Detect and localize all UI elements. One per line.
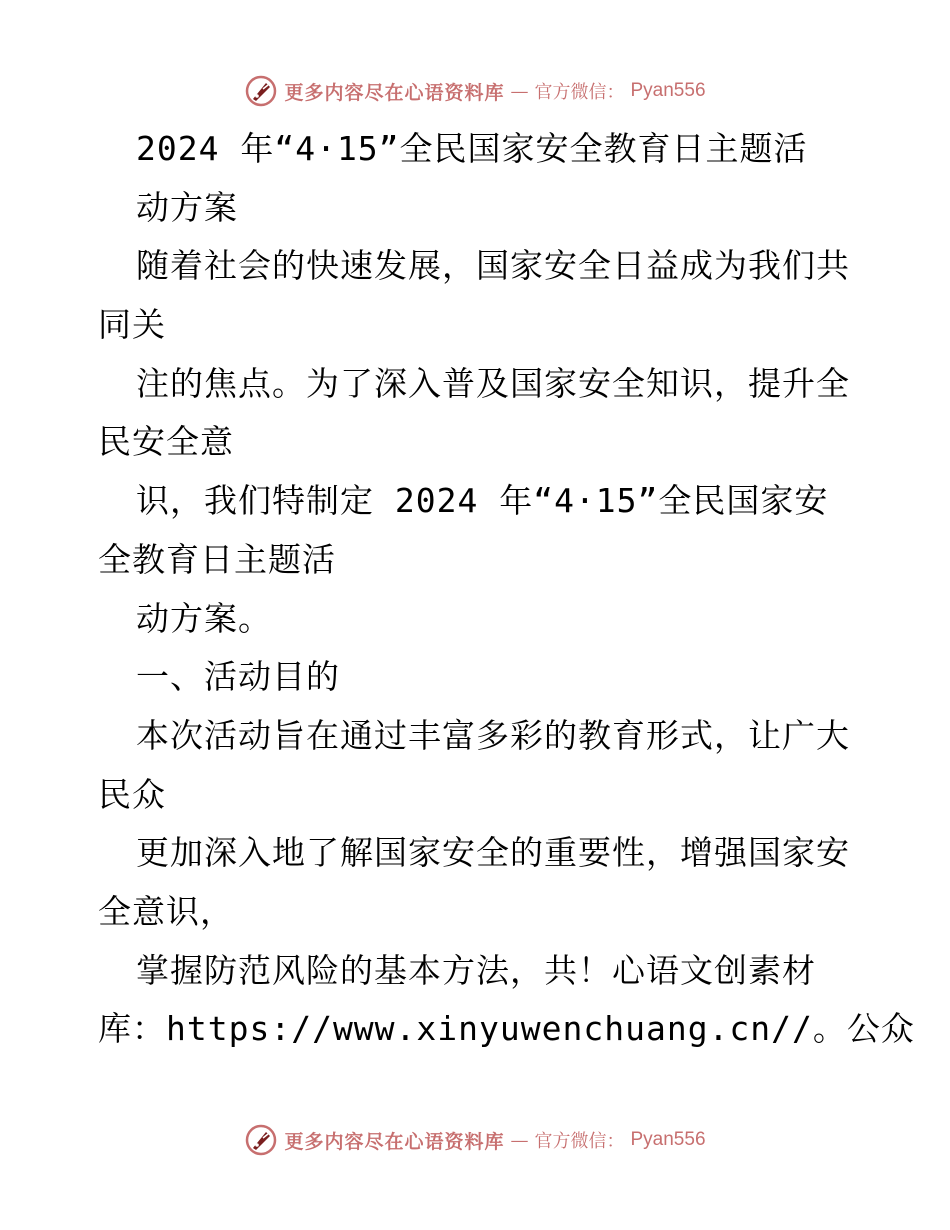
header-banner — [0, 71, 950, 111]
paragraph-line: 全教育日主题活 — [98, 539, 336, 579]
title-line-2: 动方案 — [136, 187, 238, 227]
footer-banner-title: 更多内容尽在心语资料库 — [284, 1130, 505, 1153]
footer-banner-wechat-label: 官方微信： — [534, 1131, 625, 1152]
footer-banner-dash: — — [510, 1129, 529, 1151]
header-banner-dash: — — [510, 80, 529, 102]
paragraph-line: 同关 — [98, 305, 166, 345]
pen-nib-logo-icon — [244, 74, 278, 108]
paragraph-line: 民众 — [98, 774, 166, 814]
paragraph-line: 本次活动旨在通过丰富多彩的教育形式，让广大 — [136, 715, 850, 755]
document-body — [98, 120, 915, 1059]
paragraph-line: 随着社会的快速发展，国家安全日益成为我们共 — [136, 246, 850, 286]
header-banner-wechat-label: 官方微信： — [534, 82, 625, 103]
header-banner-wechat-id: Pyan556 — [630, 80, 706, 101]
paragraph-line: 民安全意 — [98, 422, 234, 462]
paragraph-line: 掌握防范风险的基本方法，共！心语文创素材 — [136, 950, 816, 990]
pen-nib-logo-icon — [244, 1123, 278, 1157]
paragraph-line: 注的焦点。为了深入普及国家安全知识，提升全 — [136, 363, 850, 403]
section-heading: 一、活动目的 — [136, 657, 340, 697]
paragraph-line: 更加深入地了解国家安全的重要性，增强国家安 — [136, 833, 850, 873]
title-line-1: 2024 年“4·15”全民国家安全教育日主题活 — [136, 129, 808, 168]
footer-banner — [0, 1120, 950, 1160]
paragraph-line: 全意识， — [98, 891, 234, 931]
footer-banner-wechat-id: Pyan556 — [630, 1129, 706, 1150]
paragraph-line: 识，我们特制定 2024 年“4·15”全民国家安 — [136, 481, 829, 521]
paragraph-line: 动方案。 — [136, 598, 272, 638]
paragraph-line: 库：https://www.xinyuwenchuang.cn//。公众 — [98, 1009, 915, 1049]
header-banner-title: 更多内容尽在心语资料库 — [284, 81, 505, 104]
